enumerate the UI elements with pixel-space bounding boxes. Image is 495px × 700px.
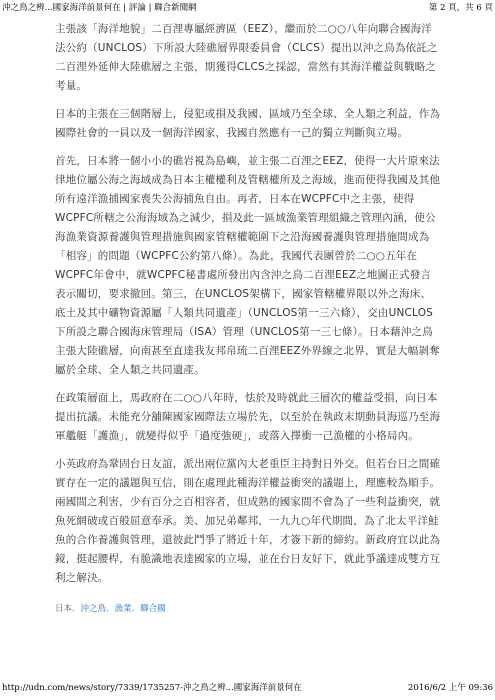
tag-link-okinotori[interactable]: 沖之鳥 xyxy=(80,604,107,614)
tag-separator: ． xyxy=(131,604,141,614)
article-paragraph-1: 主張該「海洋地貌」二百浬專屬經濟區（EEZ），繼而於二○○八年向聯合國海洋法公約（UNCLOS）下所設大陸礁層界限委員會（CLCS）提出以沖之鳥為依託之二百浬外延伸大陸礁層之主張，期獲得CLCS之採認，當然有其海洋權益與戰略之考量。 xyxy=(55,23,438,92)
print-footer-url: http://udn.com/news/story/7339/1735257-沖之鳥之辨...國家海洋前景何在 xyxy=(2,683,302,693)
print-footer xyxy=(2,682,493,694)
print-header-page-count: 第 2 頁，共 6 頁 xyxy=(428,3,493,13)
article-tags xyxy=(55,602,441,616)
article-paragraph-3: 首先，日本將一個小小的礁岩視為島嶼，並主張二百浬之EEZ，使得一大片原來法律地位屬公海之海域成為日本主權權利及管轄權所及之海域，進而使得我國及其他所有遠洋漁捕國家喪失公海捕魚自由。再者，日本在WCPFC中之主張，使得WCPFC所轄之公海海域為之減少，損及此一區域漁業管理組織之管理內涵，使公海漁業資源養護與管理措施與國家管轄權範圍下之沿海國養護與管理措施間成為「相容」的問題（WCPFC公約第八條）。為此，我國代表團曾於二○○五年在WCPFC年會中，就WCPFC秘書處所發出內含沖之鳥二百浬EEZ之地圖正式發言表示關切，要求撤回。第三，在UNCLOS架構下，國家管轄權界限以外之海床、底土及其中礦物資源屬「人類共同遺產」（UNCLOS第一三六條），交由UNCLOS下所設之聯合國海床管理局（ISA）管理（UNCLOS第一三七條）。日本藉沖之鳥主張大陸礁層，向南甚至直達我友邦帛琉二百浬EEZ外界線之北界，實是大幅剝奪屬於全球、全人類之共同遺產。 xyxy=(55,155,441,376)
tag-link-fishery[interactable]: 漁業 xyxy=(114,604,132,614)
print-header xyxy=(2,2,493,14)
article-paragraph-4: 在政策層面上，馬政府在二○○八年時，怯於及時就此三層次的權益受損，向日本提出抗議。未能充分舖陳國家國際法立場於先，以至於在執政末期動員海巡乃至海軍艦艇「護漁」，就變得似乎「過度強硬」，或落入擇衝一己漁權的小格局內。 xyxy=(55,392,441,442)
tag-separator: ． xyxy=(106,604,115,614)
tag-separator: ． xyxy=(72,604,81,614)
print-header-title: 沖之鳥之辨...國家海洋前景何在 | 評論 | 聯合新聞網 xyxy=(2,3,197,13)
article-paragraph-5: 小英政府為鞏固台日友誼，派出兩位黨內大老重臣主持對日外交。但若台日之間確實存在一定的議題與互信，則在處理此種海洋權益衝突的議題上，理應較為順手。兩國間之利害，少有百分之百相容者，但成熟的國家間不會為了一些利益衝突，就魚死網破或百般屈意奉承。美、加兄弟鄰邦，一九九○年代期間，為了北太平洋鮭魚的合作養護與管理，還彼此鬥爭了將近十年，才簽下新的締約。新政府宜以此為鏡，挺起腰桿，有脆識地表達國家的立場，並在台日友好下，就此爭議達成雙方互利之解決。 xyxy=(55,458,441,584)
tag-link-japan[interactable]: 日本 xyxy=(55,604,73,614)
article-body xyxy=(55,20,441,616)
print-footer-timestamp: 2016/6/2 上午 09:36 xyxy=(407,683,493,693)
tag-link-united-nations[interactable]: 聯合國 xyxy=(140,604,166,614)
article-paragraph-2: 日本的主張在三個階層上，侵犯或損及我國、區域乃至全球、全人類之利益，作為國際社會的一員以及一個海洋國家，我國自然應有一己的獨立判斷與立場。 xyxy=(55,108,441,139)
